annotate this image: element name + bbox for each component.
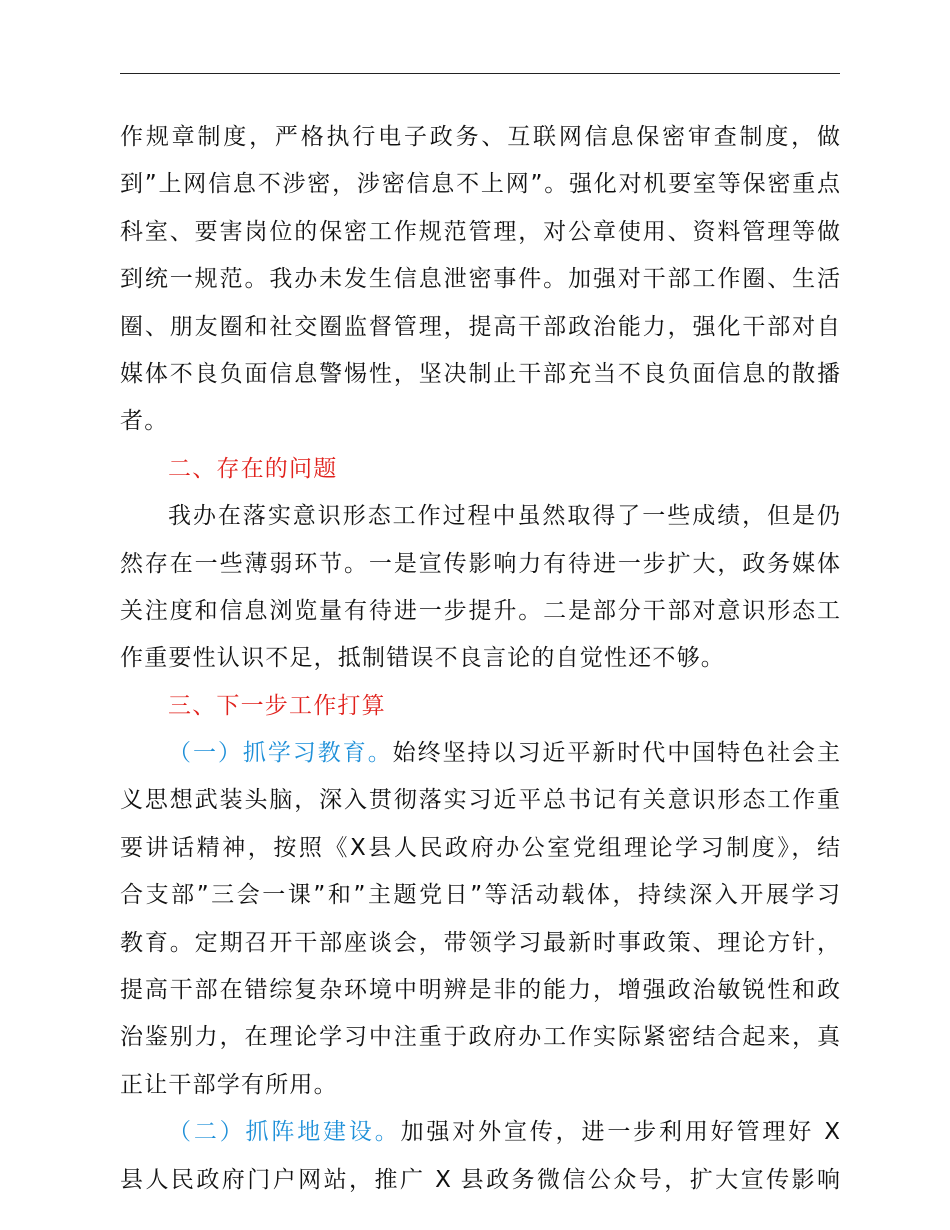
document-body [120,114,840,1204]
body-line: 到”上网信息不涉密，涉密信息不上网”。强化对机要室等保密重点 [120,171,840,198]
header-rule [120,73,840,74]
body-line: 正让干部学有所用。 [120,1071,338,1098]
body-line: 媒体不良负面信息警惕性，坚决制止干部充当不良负面信息的散播 [120,360,840,387]
body-line: 圈、朋友圈和社交圈监督管理，提高干部政治能力，强化干部对自 [120,313,840,340]
body-line: 到统一规范。我办未发生信息泄密事件。加强对干部工作圈、生活 [120,266,840,293]
body-line: 作规章制度，严格执行电子政务、互联网信息保密审查制度，做 [120,124,840,150]
body-line: 治鉴别力，在理论学习中注重于政府办工作实际紧密结合起来，真 [120,1024,840,1051]
body-line: 者。 [120,408,169,435]
body-line: 我办在落实意识形态工作过程中虽然取得了一些成绩，但是仍 [168,503,840,530]
body-line [120,1109,840,1156]
subheading-study-education: （一）抓学习教育。 [168,740,393,767]
body-line: 义思想武装头脑，深入贯彻落实习近平总书记有关意识形态工作重 [120,787,840,814]
body-text: 始终坚持以习近平新时代中国特色社会主 [392,740,840,767]
body-line: 然存在一些薄弱环节。一是宣传影响力有待进一步扩大，政务媒体 [120,550,840,577]
subheading-position-building: （二）抓阵地建设。 [168,1119,401,1146]
body-line: 提高干部在错综复杂环境中明辨是非的能力，增强政治敏锐性和政 [120,977,840,1004]
body-line: 合支部”三会一课”和”主题党日”等活动载体，持续深入开展学习 [120,882,840,909]
body-line: 作重要性认识不足，抵制错误不良言论的自觉性还不够。 [120,645,725,672]
body-line: 教育。定期召开干部座谈会，带领学习最新时事政策、理论方针， [120,929,840,956]
body-line: 要讲话精神，按照《X县人民政府办公室党组理论学习制度》，结 [120,834,840,861]
body-line: 科室、要害岗位的保密工作规范管理，对公章使用、资料管理等做 [120,218,840,245]
body-line: 关注度和信息浏览量有待进一步提升。二是部分干部对意识形态工 [120,597,840,624]
body-text: 加强对外宣传，进一步利用好管理好 X [400,1119,840,1146]
body-line: 县人民政府门户网站，推广 X 县政务微信公众号，扩大宣传影响 [120,1166,840,1193]
body-line [120,730,840,777]
section-heading-next-steps: 三、下一步工作打算 [168,692,386,719]
section-heading-problems: 二、存在的问题 [168,455,338,482]
